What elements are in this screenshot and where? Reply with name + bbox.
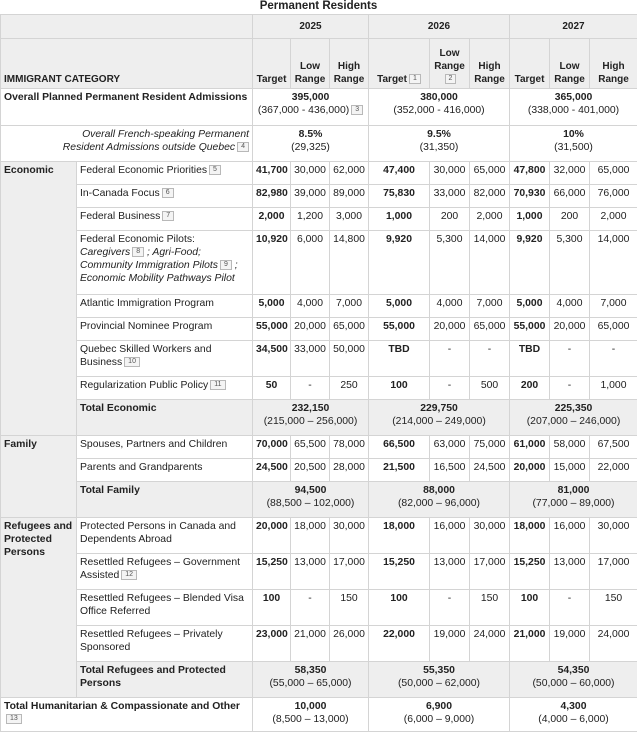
range-cell: 2,000 (590, 208, 637, 231)
row-label (77, 518, 253, 554)
range-cell: 2,000 (470, 208, 510, 231)
summary-cell (369, 662, 510, 698)
range-cell: 30,000 (590, 518, 637, 554)
range-cell: 33,000 (291, 341, 330, 377)
immigrant-category-header: IMMIGRANT CATEGORY (1, 39, 253, 89)
range-cell: 75,000 (470, 436, 510, 459)
row-label-text: Resettled Refugees – Blended Visa Office Referred (80, 593, 244, 617)
row-label (77, 295, 253, 318)
summary-value: 54,350 (557, 665, 590, 676)
target-cell: 50 (253, 377, 291, 400)
summary-range: (207,000 – 246,000) (526, 416, 621, 427)
target-cell: 75,830 (369, 185, 430, 208)
low-range-header: Low Range (550, 39, 590, 89)
summary-cell (253, 482, 369, 518)
target-cell: 34,500 (253, 341, 291, 377)
french-speaking-row (1, 126, 637, 162)
summary-value: 81,000 (557, 485, 590, 496)
range-cell: 65,000 (470, 162, 510, 185)
target-cell: 100 (510, 590, 550, 626)
summary-range: (29,325) (291, 142, 330, 153)
range-cell: 89,000 (330, 185, 369, 208)
range-cell: 200 (550, 208, 590, 231)
footnote-ref[interactable]: 7 (162, 211, 174, 221)
footnote-ref[interactable]: 4 (237, 142, 249, 152)
summary-cell (253, 662, 369, 698)
target-cell: 22,000 (369, 626, 430, 662)
high-range-header: High Range (590, 39, 637, 89)
footnote-ref[interactable]: 10 (124, 357, 140, 367)
overall-row (1, 89, 637, 126)
summary-cell (510, 482, 637, 518)
range-cell: 17,000 (470, 554, 510, 590)
target-cell: 10,920 (253, 231, 291, 295)
target-cell: 55,000 (510, 318, 550, 341)
range-cell: - (550, 590, 590, 626)
row-label (77, 436, 253, 459)
summary-cell (253, 698, 369, 732)
total-label: Total Refugees and Protected Persons (77, 662, 253, 698)
footnote-ref[interactable]: 3 (351, 105, 363, 115)
range-cell: 150 (330, 590, 369, 626)
range-cell: 14,000 (590, 231, 637, 295)
target-header: Target (510, 39, 550, 89)
range-cell: 16,000 (430, 518, 470, 554)
range-cell: 20,000 (430, 318, 470, 341)
range-cell: 20,000 (550, 318, 590, 341)
range-cell: 13,000 (291, 554, 330, 590)
range-cell: 33,000 (430, 185, 470, 208)
target-cell: 55,000 (369, 318, 430, 341)
summary-value: 94,500 (294, 485, 327, 496)
table-row (1, 518, 637, 554)
range-cell: 4,000 (430, 295, 470, 318)
range-cell: 24,000 (590, 626, 637, 662)
summary-cell (369, 400, 510, 436)
row-label (77, 341, 253, 377)
table-row (1, 590, 637, 626)
row-label-text: Quebec Skilled Workers and Business (80, 344, 212, 368)
range-cell: 19,000 (550, 626, 590, 662)
target-cell: 1,000 (510, 208, 550, 231)
range-cell: 28,000 (330, 459, 369, 482)
target-cell: TBD (510, 341, 550, 377)
pilot-name: ; Agri-Food; (144, 247, 201, 258)
range-cell: 39,000 (291, 185, 330, 208)
range-cell: 82,000 (470, 185, 510, 208)
range-cell: 17,000 (330, 554, 369, 590)
target-cell: 20,000 (253, 518, 291, 554)
target-cell: 61,000 (510, 436, 550, 459)
target-cell: 5,000 (369, 295, 430, 318)
range-cell: 16,000 (550, 518, 590, 554)
range-cell: - (291, 377, 330, 400)
summary-value: 229,750 (420, 403, 458, 414)
row-label (77, 208, 253, 231)
summary-range: (8,500 – 13,000) (272, 714, 349, 725)
summary-cell (369, 126, 510, 162)
row-label (77, 318, 253, 341)
summary-range: (50,000 – 62,000) (397, 678, 481, 689)
table-row (1, 318, 637, 341)
summary-range: (352,000 - 416,000) (393, 105, 485, 116)
range-cell: 18,000 (291, 518, 330, 554)
row-label-text: Provincial Nominee Program (80, 321, 213, 332)
range-cell: 50,000 (330, 341, 369, 377)
summary-cell (369, 698, 510, 732)
target-cell: 15,250 (253, 554, 291, 590)
range-cell: 6,000 (291, 231, 330, 295)
summary-value: 10% (563, 129, 584, 140)
summary-value: 88,000 (423, 485, 455, 496)
range-cell: 58,000 (550, 436, 590, 459)
target-cell: 20,000 (510, 459, 550, 482)
range-cell: 20,000 (291, 318, 330, 341)
summary-value: 380,000 (420, 92, 458, 103)
range-cell: 17,000 (590, 554, 637, 590)
humanitarian-text: Total Humanitarian & Compassionate and Other (4, 701, 240, 712)
table-body (1, 89, 637, 732)
permanent-residents-table (0, 14, 637, 732)
row-label (77, 377, 253, 400)
range-cell: 500 (470, 377, 510, 400)
table-row (1, 377, 637, 400)
summary-range: (31,350) (419, 142, 459, 153)
summary-cell (510, 126, 637, 162)
target-cell: 21,500 (369, 459, 430, 482)
table-row (1, 554, 637, 590)
summary-cell (253, 126, 369, 162)
summary-range: (4,000 – 6,000) (538, 714, 609, 725)
table-row (1, 185, 637, 208)
summary-value: 6,900 (425, 701, 452, 712)
summary-value: 8.5% (298, 129, 323, 140)
range-cell: 63,000 (430, 436, 470, 459)
low-range-header-2026: Low Range 2 (430, 39, 470, 89)
range-cell: 13,000 (430, 554, 470, 590)
total-row (1, 400, 637, 436)
row-label-text: Protected Persons in Canada and Dependents Abroad (80, 521, 236, 545)
summary-cell (510, 400, 637, 436)
footnote-ref[interactable]: 8 (132, 247, 144, 257)
range-cell: 7,000 (590, 295, 637, 318)
range-cell: 65,000 (470, 318, 510, 341)
range-cell: 76,000 (590, 185, 637, 208)
table-row (1, 459, 637, 482)
range-cell: 1,200 (291, 208, 330, 231)
range-cell: 30,000 (330, 518, 369, 554)
table-row (1, 162, 637, 185)
summary-value: 55,350 (423, 665, 455, 676)
range-cell: 65,000 (590, 162, 637, 185)
summary-value: 395,000 (291, 92, 330, 103)
summary-range: (338,000 - 401,000) (527, 105, 620, 116)
target-cell: 15,250 (369, 554, 430, 590)
total-row (1, 482, 637, 518)
range-cell: 150 (470, 590, 510, 626)
range-cell: 200 (430, 208, 470, 231)
french-speaking-label (1, 126, 253, 162)
range-cell: 5,300 (550, 231, 590, 295)
summary-cell (510, 662, 637, 698)
range-cell: 32,000 (550, 162, 590, 185)
summary-value: 10,000 (294, 701, 327, 712)
target-cell: 66,500 (369, 436, 430, 459)
summary-cell (253, 400, 369, 436)
footnote-ref[interactable]: 1 (409, 74, 421, 84)
target-cell: 70,000 (253, 436, 291, 459)
year-2026-header: 2026 (369, 15, 510, 39)
target-cell: 24,500 (253, 459, 291, 482)
row-label-text: Federal Business (80, 211, 161, 222)
summary-range: (82,000 – 96,000) (397, 498, 481, 509)
humanitarian-label (1, 698, 253, 732)
row-label (77, 185, 253, 208)
table-caption: Permanent Residents (259, 0, 378, 12)
target-cell: 100 (369, 590, 430, 626)
range-cell: 26,000 (330, 626, 369, 662)
range-cell: 20,500 (291, 459, 330, 482)
target-cell: 15,250 (510, 554, 550, 590)
row-label-text: Resettled Refugees – Privately Sponsored (80, 629, 223, 653)
summary-value: 4,300 (560, 701, 587, 712)
range-cell: 30,000 (291, 162, 330, 185)
summary-value: 9.5% (427, 129, 451, 140)
target-cell: 100 (253, 590, 291, 626)
range-cell: 62,000 (330, 162, 369, 185)
range-cell: 150 (590, 590, 637, 626)
row-label-text: Spouses, Partners and Children (80, 439, 228, 450)
target-cell: 82,980 (253, 185, 291, 208)
pilot-name: ; (231, 260, 238, 271)
footnote-ref[interactable]: 9 (220, 260, 232, 270)
target-cell: 5,000 (510, 295, 550, 318)
target-cell: 70,930 (510, 185, 550, 208)
target-header: Target (253, 39, 291, 89)
header-blank (1, 15, 253, 39)
range-cell: - (430, 590, 470, 626)
row-label-text: Federal Economic Priorities (80, 165, 208, 176)
low-range-header: Low Range (291, 39, 330, 89)
range-cell: 24,500 (470, 459, 510, 482)
row-label-text: Parents and Grandparents (80, 462, 203, 473)
range-cell: 15,000 (550, 459, 590, 482)
row-label (77, 626, 253, 662)
range-cell: - (550, 377, 590, 400)
high-range-header: High Range (330, 39, 369, 89)
summary-range: (55,000 – 65,000) (269, 678, 352, 689)
total-label: Total Family (77, 482, 253, 518)
range-cell: 4,000 (550, 295, 590, 318)
range-cell: 21,000 (291, 626, 330, 662)
range-cell: 5,300 (430, 231, 470, 295)
target-cell: 2,000 (253, 208, 291, 231)
table-row (1, 626, 637, 662)
target-cell: 21,000 (510, 626, 550, 662)
range-cell: - (550, 341, 590, 377)
target-cell: TBD (369, 341, 430, 377)
row-label-text: In-Canada Focus (80, 188, 160, 199)
range-cell: 4,000 (291, 295, 330, 318)
row-label-text: Resettled Refugees – Government Assisted (80, 557, 240, 581)
range-cell: 30,000 (470, 518, 510, 554)
target-cell: 23,000 (253, 626, 291, 662)
target-cell: 47,800 (510, 162, 550, 185)
summary-range: (88,500 – 102,000) (266, 498, 355, 509)
target-cell: 1,000 (369, 208, 430, 231)
target-cell: 55,000 (253, 318, 291, 341)
category-cell: Family (1, 436, 77, 518)
range-cell: 67,500 (590, 436, 637, 459)
row-label (77, 231, 253, 295)
total-row (1, 662, 637, 698)
range-cell: - (470, 341, 510, 377)
pilot-name: Community Immigration Pilots (80, 260, 219, 271)
target-cell: 5,000 (253, 295, 291, 318)
range-cell: - (590, 341, 637, 377)
row-label (77, 590, 253, 626)
table-row (1, 295, 637, 318)
range-cell: 66,000 (550, 185, 590, 208)
total-label: Total Economic (77, 400, 253, 436)
year-2025-header: 2025 (253, 15, 369, 39)
footnote-ref[interactable]: 11 (210, 380, 225, 390)
footnote-ref[interactable]: 2 (445, 74, 457, 84)
overall-label: Overall Planned Permanent Resident Admissions (1, 89, 253, 126)
range-cell: 65,500 (291, 436, 330, 459)
summary-value: 232,150 (291, 403, 330, 414)
summary-range: (6,000 – 9,000) (403, 714, 475, 725)
target-cell: 9,920 (510, 231, 550, 295)
range-cell: 30,000 (430, 162, 470, 185)
footnote-ref[interactable]: 13 (6, 714, 22, 724)
table-row (1, 436, 637, 459)
target-cell: 100 (369, 377, 430, 400)
range-cell: 19,000 (430, 626, 470, 662)
target-cell: 47,400 (369, 162, 430, 185)
range-cell: 14,000 (470, 231, 510, 295)
footnote-ref[interactable]: 12 (121, 570, 137, 580)
range-cell: 65,000 (590, 318, 637, 341)
table-row (1, 231, 637, 295)
footnote-ref[interactable]: 5 (209, 165, 221, 175)
table-row (1, 208, 637, 231)
summary-value: 58,350 (294, 665, 327, 676)
range-cell: 65,000 (330, 318, 369, 341)
summary-range: (367,000 - 436,000) (257, 105, 350, 116)
table-row (1, 341, 637, 377)
row-label (77, 459, 253, 482)
summary-range: (214,000 – 249,000) (392, 416, 486, 427)
humanitarian-row (1, 698, 637, 732)
summary-cell (253, 89, 369, 126)
summary-range: (31,500) (554, 142, 593, 153)
range-cell: 14,800 (330, 231, 369, 295)
range-cell: 78,000 (330, 436, 369, 459)
summary-range: (215,000 – 256,000) (263, 416, 358, 427)
range-cell: - (430, 377, 470, 400)
summary-value: 365,000 (554, 92, 593, 103)
range-cell: 3,000 (330, 208, 369, 231)
target-cell: 200 (510, 377, 550, 400)
summary-range: (50,000 – 60,000) (532, 678, 615, 689)
pilot-name: Economic Mobility Pathways Pilot (80, 273, 235, 284)
range-cell: 7,000 (470, 295, 510, 318)
year-2027-header: 2027 (510, 15, 637, 39)
target-cell: 9,920 (369, 231, 430, 295)
row-label-text: Regularization Public Policy (80, 380, 209, 391)
target-cell: 18,000 (369, 518, 430, 554)
summary-value: 225,350 (554, 403, 593, 414)
footnote-ref[interactable]: 6 (162, 188, 174, 198)
category-cell: Economic (1, 162, 77, 436)
range-cell: 1,000 (590, 377, 637, 400)
range-cell: 7,000 (330, 295, 369, 318)
range-cell: 16,500 (430, 459, 470, 482)
range-cell: 13,000 (550, 554, 590, 590)
summary-range: (77,000 – 89,000) (532, 498, 615, 509)
target-cell: 18,000 (510, 518, 550, 554)
row-label (77, 554, 253, 590)
target-cell: 41,700 (253, 162, 291, 185)
row-label-text: Atlantic Immigration Program (80, 298, 214, 309)
summary-cell (369, 89, 510, 126)
summary-cell (369, 482, 510, 518)
summary-cell (510, 698, 637, 732)
range-cell: - (430, 341, 470, 377)
pilot-name: Caregivers (80, 247, 131, 258)
summary-cell (510, 89, 637, 126)
range-cell: 22,000 (590, 459, 637, 482)
french-speaking-text: Overall French-speaking Permanent Resident Admissions outside Quebec (62, 129, 249, 153)
high-range-header: High Range (470, 39, 510, 89)
range-cell: 250 (330, 377, 369, 400)
range-cell: 24,000 (470, 626, 510, 662)
pilots-label: Federal Economic Pilots: (80, 234, 195, 245)
range-cell: - (291, 590, 330, 626)
category-cell: Refugees and Protected Persons (1, 518, 77, 698)
row-label (77, 162, 253, 185)
target-header-2026: Target 1 (369, 39, 430, 89)
